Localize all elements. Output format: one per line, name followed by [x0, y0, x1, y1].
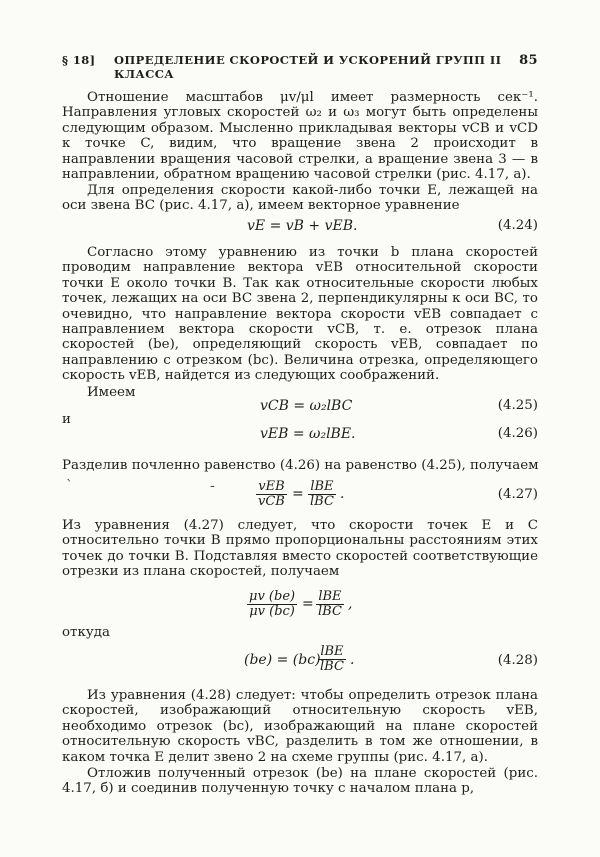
fraction-numerator: vEB [256, 480, 287, 495]
fraction-numerator: lBE [308, 480, 336, 495]
equation-number-4-25: (4.25) [497, 398, 538, 413]
fraction-lBE-over-lBC [316, 590, 344, 619]
equation-4-28-lhs: (be) = (bc) [244, 652, 321, 668]
fraction-lBE-over-lBC [308, 480, 336, 509]
header-title: ОПРЕДЕЛЕНИЕ СКОРОСТЕЙ И УСКОРЕНИЙ ГРУПП II КЛАССА [114, 53, 502, 81]
fraction-denominator: vCB [258, 494, 285, 509]
fraction-lBE-over-lBC [318, 645, 346, 674]
page-number: 85 [519, 53, 538, 68]
fraction-vEB-over-vCB [256, 480, 287, 509]
equation-number-4-24: (4.24) [497, 218, 538, 233]
fraction-numerator: μv (be) [249, 589, 296, 604]
equation-number-4-28: (4.28) [497, 653, 538, 668]
paragraph-4: Имеем [87, 385, 136, 400]
fraction-numerator: lBE [316, 590, 344, 605]
equation-number-4-27: (4.27) [497, 487, 538, 502]
book-page: § 18] ОПРЕДЕЛЕНИЕ СКОРОСТЕЙ И УСКОРЕНИЙ ГРУПП II КЛАССА 85 Отношение масштабов μv/μl имеет размерность сек⁻¹. Направления угловых скоростей ω₂ и ω₃ могут быть определены следующим образом. Мысленно прикладывая векторы vCB и vCD к точке C, видим, что вращение звена 2 происходит в направлении вращения часовой стрелки, а вращение звена 3 — в направлении, обратном вращению часовой стрелки (рис. 4.17, а). Для определения скорости какой-либо точки E, лежащей на оси звена BC (рис. 4.17, а), имеем векторное уравнение vE = vB + vEB. (4.24) Согласно этому уравнению из точки b плана скоростей проводим направление вектора vEB относительной скорости точки E около точки B. Так как относительные скорости любых точек, лежащих на оси BC звена 2, перпендикулярны к оси BC, то очевидно, что направление вектора скорости vEB совпадает с направлением вектора скорости vCB, т. е. отрезок плана скоростей (be), определяющий скорость vEB, совпадает по направлению с отрезком (bc). Величина отрезка, определяющего скорость vEB, найдется из следующих соображений. Имеем vCB = ω₂lBC (4.25) и vEB = ω₂lBE. (4.26) Разделив почленно равенство (4.26) на равенство (4.25), получаем ` - vEB vCB = lBE lBC . (4.27) Из уравнения (4.27) следует, что скорости точек E и C относительно точки B прямо пропорциональны расстояниям этих точек до точки B. Подставляя вместо скоростей соответствующие отрезки из плана скоростей, получаем $\frac{\mu v (be)}{\mu v (bc)}$ = lBE lBC , откуда (be) = (bc) lBE lBC . (4.28) Из уравнения (4.28) следует: чтобы определить отрезок плана скоростей, изображающий относительную скорость vEB, необходимо отрезок (bc), изображающий на плане скоростей относительную скорость vBC, разделить в том же отношении, в каком точка E делит звено 2 на схеме группы (рис. 4.17, а). Отложив полученный отрезок (be) на плане скоростей (рис. 4.17, б) и соединив полученную точку с началом плана p, [62, 53, 539, 797]
equation-4-25: vCB = ω₂lBC [260, 398, 353, 414]
fraction-denominator: lBC [310, 494, 334, 509]
fraction-numerator: lBE [318, 645, 346, 660]
paragraph-10: Отложив полученный отрезок (be) на плане скоростей (рис. 4.17, б) и соединив полученную точку с началом плана p, [62, 766, 538, 797]
paragraph-9: Из уравнения (4.28) следует: чтобы определить отрезок плана скоростей, изображающий относительную скорость vEB, необходимо отрезок (bc), изображающий на плане скоростей относительную скорость vBC, разделить в том же отношении, в каком точка E делит звено 2 на схеме группы (рис. 4.17, а). [62, 688, 538, 765]
fraction-denominator: lBC [318, 604, 342, 619]
fraction-mu-be-over-mu-bc [247, 590, 297, 619]
equation-4-26: vEB = ω₂lBE. [260, 426, 356, 442]
paragraph-5: и [62, 412, 71, 427]
section-number: § 18] [62, 53, 96, 67]
paragraph-7: Из уравнения (4.27) следует, что скорости точек E и C относительно точки B прямо пропорциональны расстояниям этих точек до точки B. Подставляя вместо скоростей соответствующие отрезки из плана скоростей, получаем [62, 518, 538, 580]
equation-4-24: vE = vB + vEB. [247, 218, 358, 234]
paragraph-6: Разделив почленно равенство (4.26) на равенство (4.25), получаем [62, 458, 539, 473]
fraction-denominator: lBC [320, 659, 344, 674]
paragraph-1: Отношение масштабов μv/μl имеет размерность сек⁻¹. Направления угловых скоростей ω₂ и ω₃ могут быть определены следующим образом. Мысленно прикладывая векторы vCB и vCD к точке C, видим, что вращение звена 2 происходит в направлении вращения часовой стрелки, а вращение звена 3 — в направлении, обратном вращению часовой стрелки (рис. 4.17, а). [62, 90, 538, 183]
equation-number-4-26: (4.26) [497, 426, 538, 441]
paragraph-2: Для определения скорости какой-либо точки E, лежащей на оси звена BC (рис. 4.17, а), имеем векторное уравнение [62, 183, 538, 214]
stray-mark: - [210, 478, 215, 494]
paragraph-8: откуда [62, 625, 110, 640]
stray-mark: ` [66, 478, 73, 494]
running-header [62, 53, 538, 81]
fraction-denominator: μv (bc) [249, 604, 295, 619]
paragraph-3: Согласно этому уравнению из точки b плана скоростей проводим направление вектора vEB относительной скорости точки E около точки B. Так как относительные скорости любых точек, лежащих на оси BC звена 2, перпендикулярны к оси BC, то очевидно, что направление вектора скорости vEB совпадает с направлением вектора скорости vCB, т. е. отрезок плана скоростей (be), определяющий скорость vEB, совпадает по направлению с отрезком (bc). Величина отрезка, определяющего скорость vEB, найдется из следующих соображений. [62, 245, 538, 384]
